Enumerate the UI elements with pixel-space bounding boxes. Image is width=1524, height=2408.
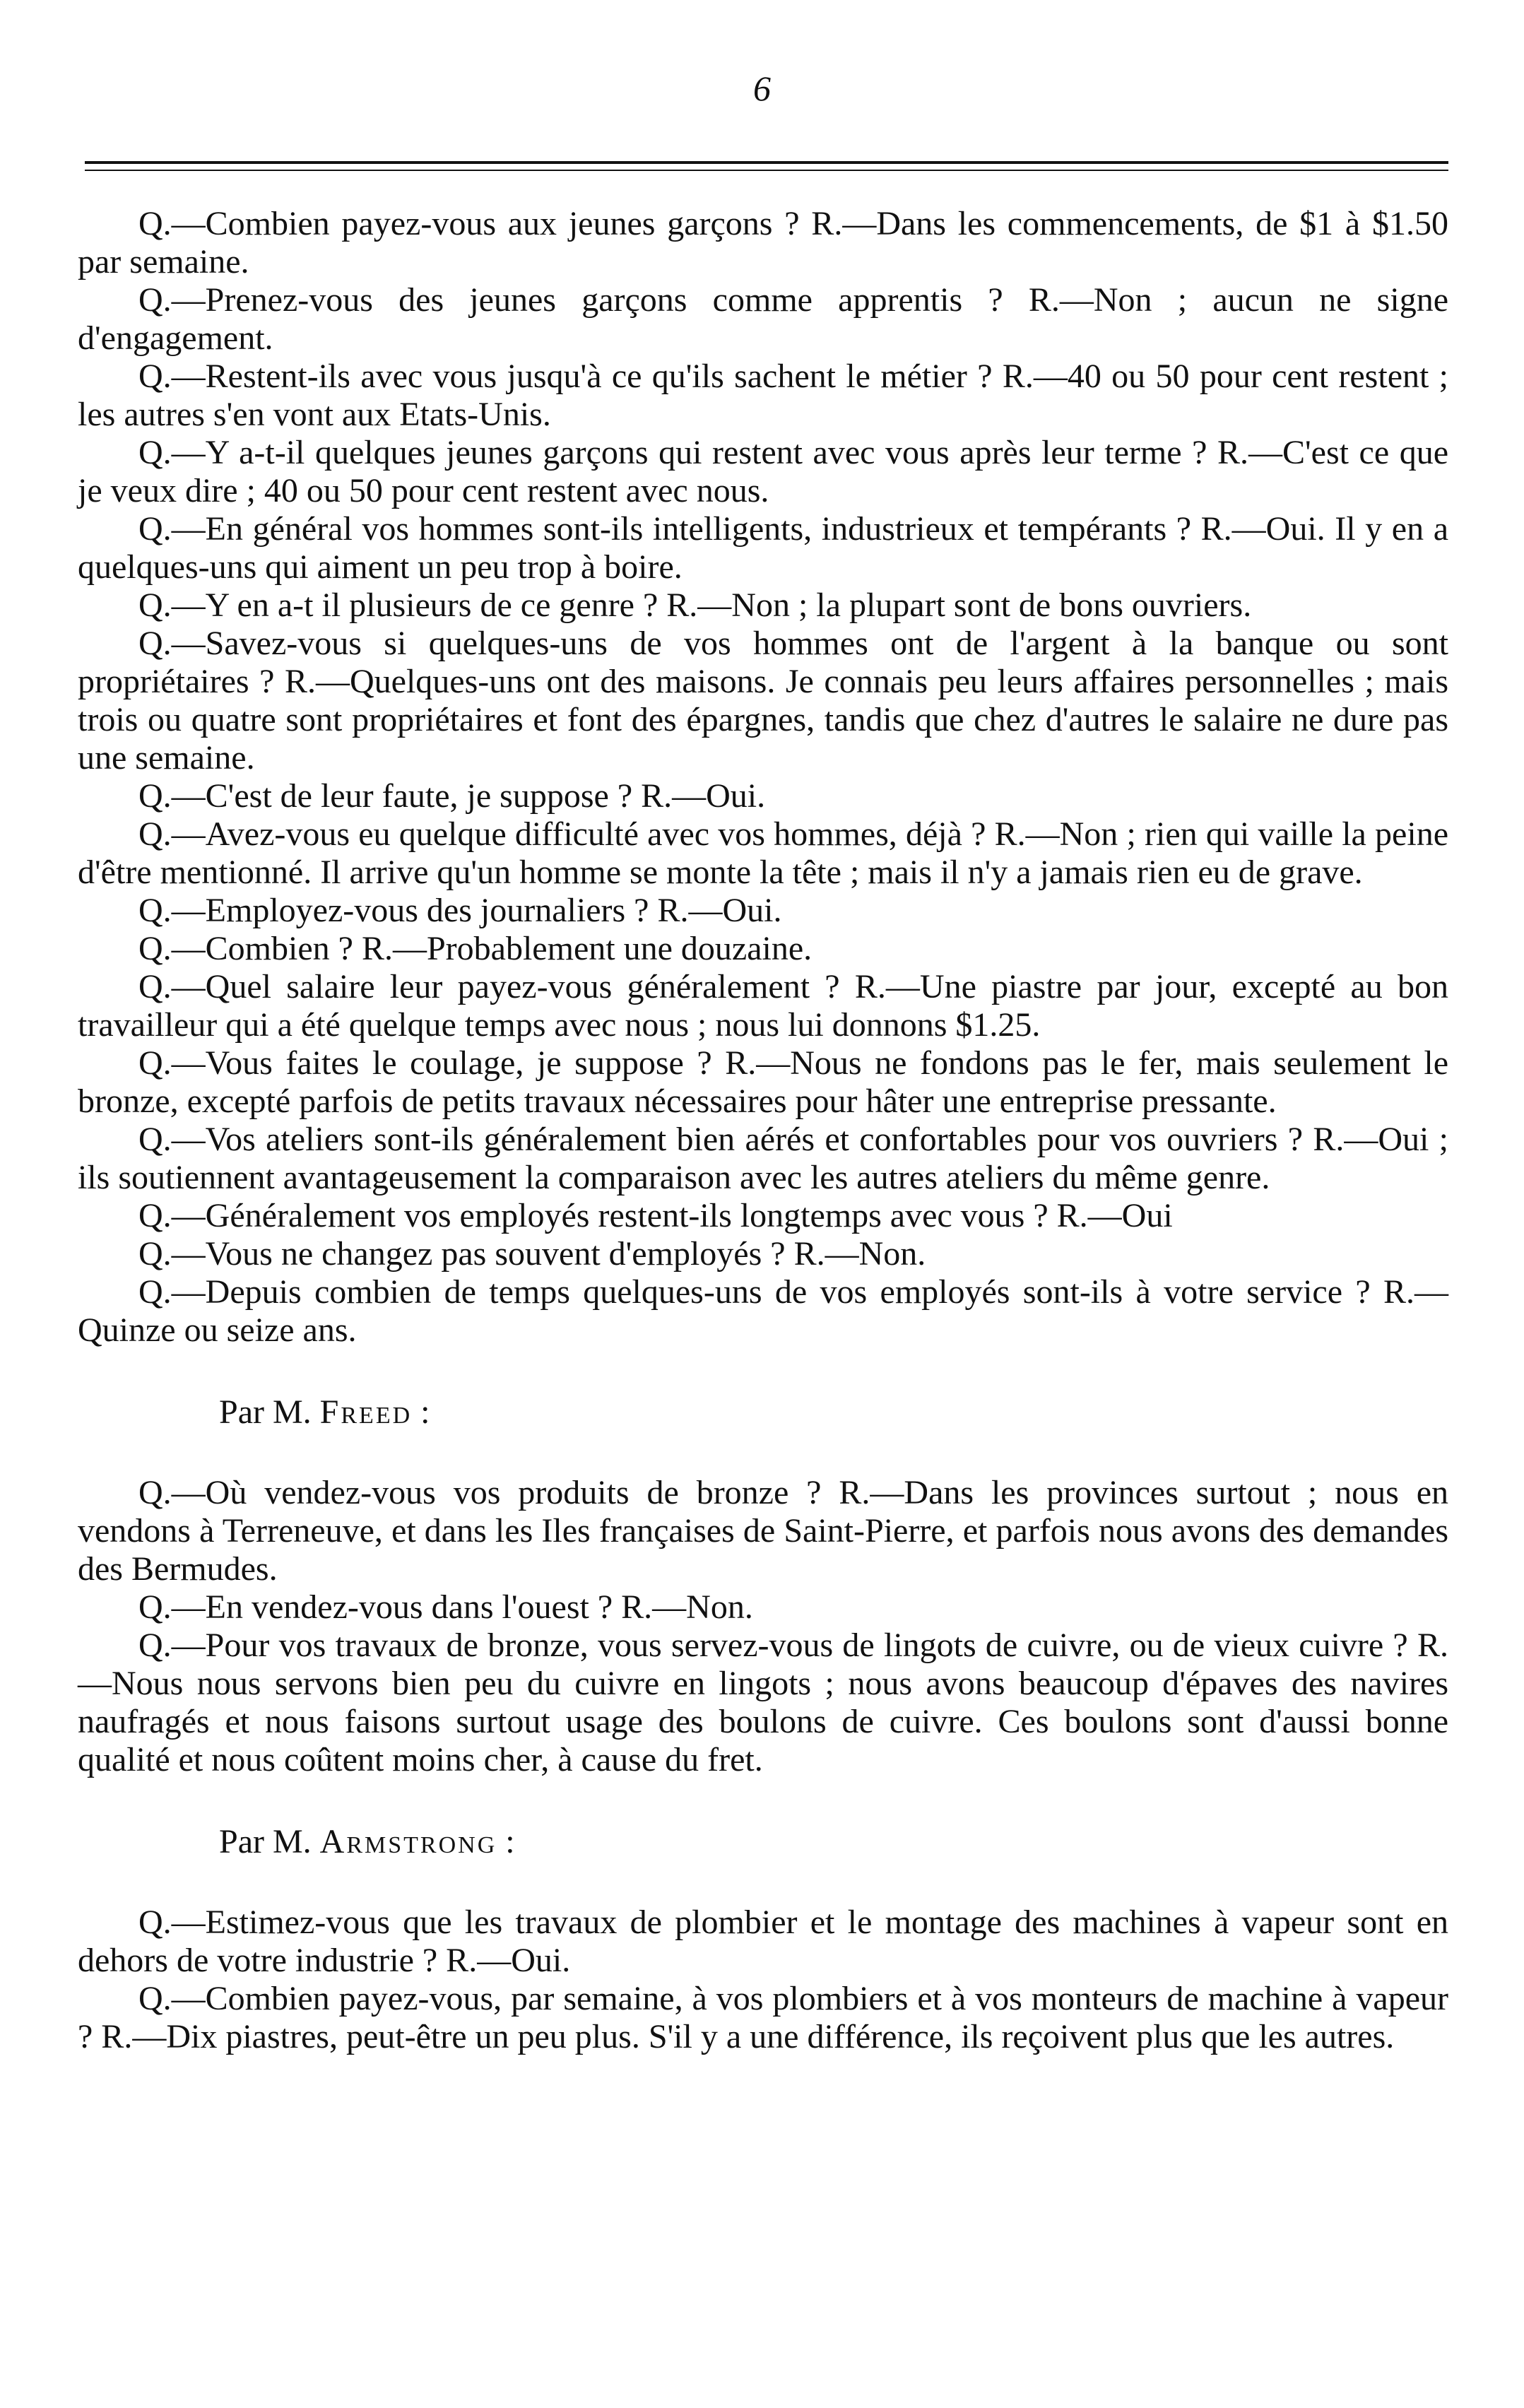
section-heading-freed — [78, 1393, 1448, 1432]
paragraph: Q.—Vous ne changez pas souvent d'employés ? R.—Non. — [138, 1235, 926, 1273]
page-number: 6 — [753, 69, 771, 108]
paragraph: Q.—Où vendez-vous vos produits de bronze ? R.—Dans les provinces surtout ; nous en vendons à Terreneuve, et dans les Iles françaises de Saint-Pierre, et parfois nous avons des demandes des Bermudes. — [78, 1474, 1448, 1588]
paragraph: Q.—Combien payez-vous aux jeunes garçons ? R.—Dans les commencements, de $1 à $1.50 par semaine. — [78, 205, 1448, 281]
paragraph: Q.—Combien payez-vous, par semaine, à vos plombiers et à vos monteurs de machine à vapeur ? R.—Dix piastres, peut-être un peu plus. S'il y a une différence, ils reçoivent plus que les autres. — [78, 1980, 1448, 2055]
paragraph: Q.—Vos ateliers sont-ils généralement bien aérés et confortables pour vos ouvriers ? R.—Oui ; ils soutiennent avantageusement la comparaison avec les autres ateliers du même genre. — [78, 1121, 1448, 1196]
heading-suffix: : — [497, 1823, 515, 1860]
speaker-name: Freed — [319, 1393, 413, 1431]
paragraph: Q.—Avez-vous eu quelque difficulté avec vos hommes, déjà ? R.—Non ; rien qui vaille la peine d'être mentionné. Il arrive qu'un homme se monte la tête ; mais il n'y a jamais rien eu de grave. — [78, 815, 1448, 891]
paragraph: Q.—En général vos hommes sont-ils intelligents, industrieux et tempérants ? R.—Oui. Il y en a quelques-uns qui aiment un peu trop à boire. — [78, 510, 1448, 586]
paragraph: Q.—Depuis combien de temps quelques-uns de vos employés sont-ils à votre service ? R.—Quinze ou seize ans. — [78, 1273, 1448, 1349]
header-rule-thin — [85, 170, 1448, 171]
paragraph: Q.—C'est de leur faute, je suppose ? R.—Oui. — [138, 777, 766, 815]
speaker-name: Armstrong — [319, 1823, 497, 1860]
paragraph: Q.—Y en a-t il plusieurs de ce genre ? R.—Non ; la plupart sont de bons ouvriers. — [138, 586, 1252, 624]
paragraph: Q.—Estimez-vous que les travaux de plombier et le montage des machines à vapeur sont en dehors de votre industrie ? R.—Oui. — [78, 1904, 1448, 1979]
paragraph: Q.—Savez-vous si quelques-uns de vos hommes ont de l'argent à la banque ou sont propriétaires ? R.—Quelques-uns ont des maisons. Je connais peu leurs affaires personnelles ; mais trois ou quatre sont propriétaires et font des épargnes, tandis que chez d'autres le salaire ne dure pas une semaine. — [78, 625, 1448, 777]
paragraph: Q.—Y a-t-il quelques jeunes garçons qui restent avec vous après leur terme ? R.—C'est ce que je veux dire ; 40 ou 50 pour cent restent avec nous. — [78, 434, 1448, 509]
paragraph: Q.—Restent-ils avec vous jusqu'à ce qu'ils sachent le métier ? R.—40 ou 50 pour cent restent ; les autres s'en vont aux Etats-Unis. — [78, 358, 1448, 433]
paragraph: Q.—Employez-vous des journaliers ? R.—Oui. — [138, 892, 782, 929]
header-rule-thick — [85, 161, 1448, 164]
paragraph: Q.—Combien ? R.—Probablement une douzaine. — [138, 930, 813, 967]
section-heading-armstrong — [78, 1823, 1448, 1861]
heading-prefix: Par M. — [219, 1393, 320, 1431]
paragraph: Q.—Vous faites le coulage, je suppose ? R.—Nous ne fondons pas le fer, mais seulement le bronze, excepté parfois de petits travaux nécessaires pour hâter une entreprise pressante. — [78, 1044, 1448, 1120]
heading-prefix: Par M. — [219, 1823, 320, 1860]
heading-suffix: : — [412, 1393, 430, 1431]
paragraph: Q.—Prenez-vous des jeunes garçons comme apprentis ? R.—Non ; aucun ne signe d'engagement. — [78, 281, 1448, 357]
paragraph: Q.—Pour vos travaux de bronze, vous servez-vous de lingots de cuivre, ou de vieux cuivre ? R.—Nous nous servons bien peu du cuivre en lingots ; nous avons beaucoup d'épaves des navires naufragés et nous faisons surtout usage des boulons de cuivre. Ces boulons sont d'aussi bonne qualité et nous coûtent moins cher, à cause du fret. — [78, 1627, 1448, 1778]
paragraph: Q.—Généralement vos employés restent-ils longtemps avec vous ? R.—Oui — [138, 1197, 1173, 1234]
paragraph: Q.—Quel salaire leur payez-vous généralement ? R.—Une piastre par jour, excepté au bon travailleur qui a été quelque temps avec nous ; nous lui donnons $1.25. — [78, 968, 1448, 1044]
body-text — [78, 205, 1448, 2056]
paragraph: Q.—En vendez-vous dans l'ouest ? R.—Non. — [138, 1588, 753, 1626]
